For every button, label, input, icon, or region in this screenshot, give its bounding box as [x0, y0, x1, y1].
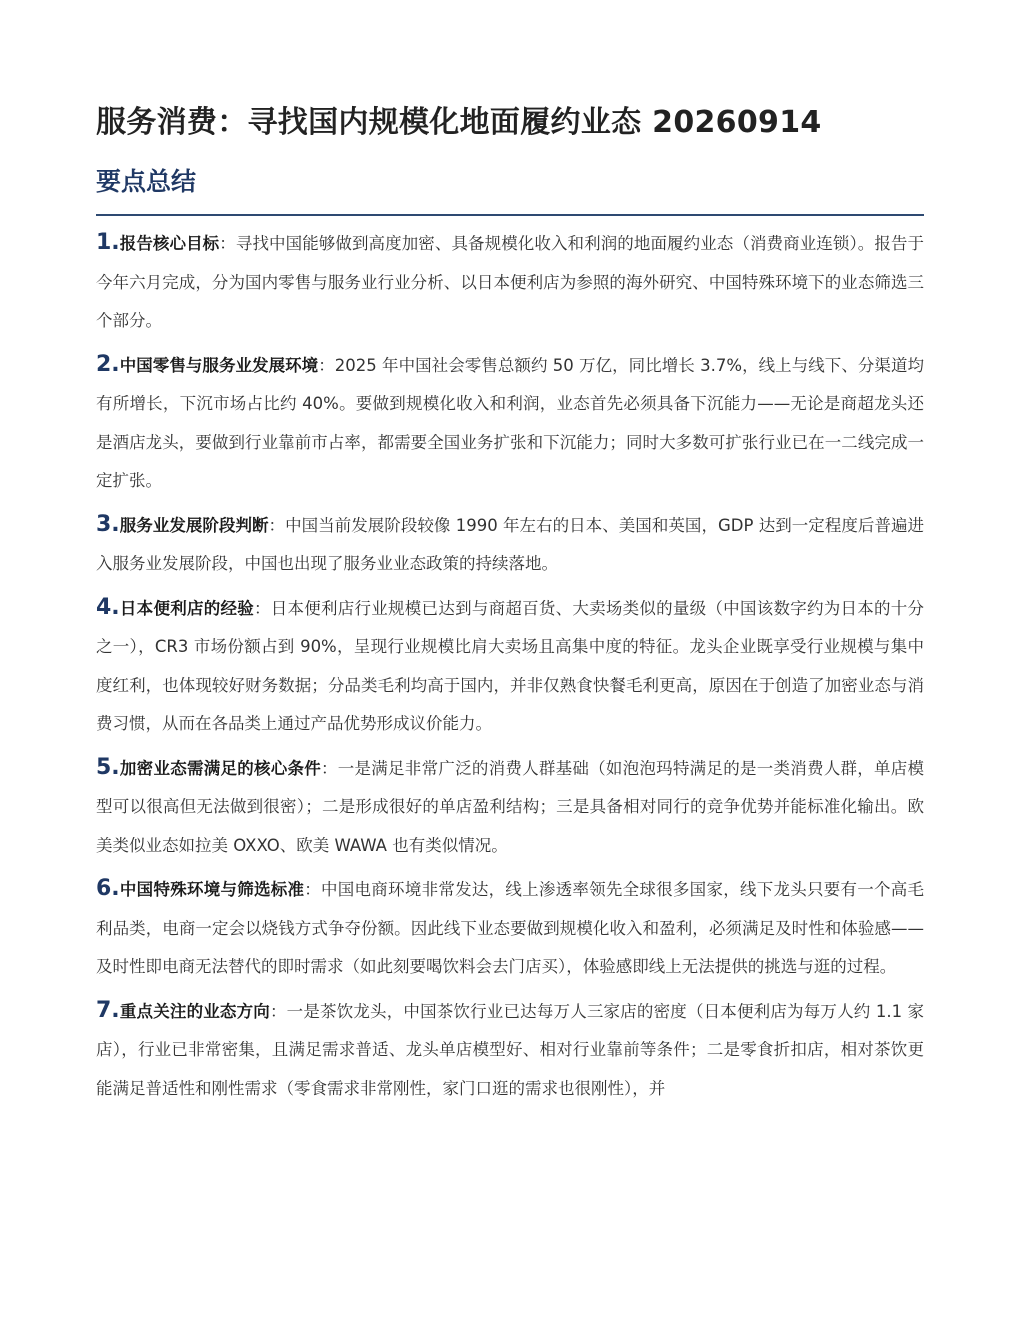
- key-point-text: 寻找中国能够做到高度加密、具备规模化收入和利润的地面履约业态（消费商业连锁）。报告于今年六月完成，分为国内零售与服务业行业分析、以日本便利店为参照的海外研究、中国特殊环境下的业态筛选三个部分。: [96, 234, 925, 330]
- document-title: 服务消费：寻找国内规模化地面履约业态 20260914: [96, 105, 822, 140]
- key-point-label: 服务业发展阶段判断: [119, 515, 269, 535]
- key-point-2: 2.中国零售与服务业发展环境：2025 年中国社会零售总额约 50 万亿，同比增长 3.7%，线上与线下、分渠道均有所增长，下沉市场占比约 40%。要做到规模化收入和利润，业态首先必须具备下沉能力——无论是商超龙头还是酒店龙头，要做到行业靠前市占率，都需要全国业务扩张和下沉能力；同时大多数可扩张行业已在一二线完成一定扩张。: [96, 351, 925, 490]
- key-points-list: [96, 224, 924, 1108]
- key-point-label: 中国特殊环境与筛选标准: [119, 880, 305, 899]
- section-title: 要点总结: [96, 167, 197, 196]
- key-point-number: 4.: [96, 594, 120, 620]
- key-point-number: 6.: [96, 876, 120, 901]
- key-point-label: 中国零售与服务业发展环境: [119, 355, 319, 375]
- key-point-text: 一是满足非常广泛的消费人群基础（如泡泡玛特满足的是一类消费人群，单店模型可以很高但无法做到很密）；二是形成很好的单店盈利结构；三是具备相对同行的竞争优势并能标准化输出。欧美类似业态如拉美 OXXO、欧美 WAWA 也有类似情况。: [96, 758, 925, 855]
- key-point-4: 4.日本便利店的经验：日本便利店行业规模已达到与商超百货、大卖场类似的量级（中国该数字约为日本的十分之一），CR3 市场份额占到 90%，呈现行业规模比肩大卖场且高集中度的特征。龙头企业既享受行业规模与集中度红利，也体现较好财务数据；分品类毛利均高于国内，并非仅熟食快餐毛利更高，原因在于创造了加密业态与消费习惯，从而在各品类上通过产品优势形成议价能力。: [96, 594, 925, 733]
- key-point-number: 5.: [96, 754, 120, 780]
- key-point-number: 3.: [96, 511, 120, 537]
- key-point-number: 1.: [96, 230, 120, 255]
- key-point-number: 2.: [96, 351, 120, 377]
- key-point-number: 7.: [96, 997, 120, 1023]
- key-point-5: 5.加密业态需满足的核心条件：一是满足非常广泛的消费人群基础（如泡泡玛特满足的是一类消费人群，单店模型可以很高但无法做到很密）；二是形成很好的单店盈利结构；三是具备相对同行的竞争优势并能标准化输出。欧美类似业态如拉美 OXXO、欧美 WAWA 也有类似情况。: [96, 754, 925, 855]
- key-point-label: 加密业态需满足的核心条件: [119, 758, 322, 778]
- section-divider: [96, 214, 924, 216]
- key-point-6: 6.中国特殊环境与筛选标准：中国电商环境非常发达，线上渗透率领先全球很多国家，线下龙头只要有一个高毛利品类，电商一定会以烧钱方式争夺份额。因此线下业态要做到规模化收入和盈利，必须满足及时性和体验感——及时性即电商无法替代的即时需求（如此刻要喝饮料会去门店买），体验感即线上无法提供的挑选与逛的过程。: [96, 876, 925, 976]
- key-point-1: 1.报告核心目标：寻找中国能够做到高度加密、具备规模化收入和利润的地面履约业态（消费商业连锁）。报告于今年六月完成，分为国内零售与服务业行业分析、以日本便利店为参照的海外研究、中国特殊环境下的业态筛选三个部分。: [96, 230, 925, 330]
- key-point-label: 日本便利店的经验: [119, 598, 254, 618]
- key-point-3: 3.服务业发展阶段判断：中国当前发展阶段较像 1990 年左右的日本、美国和英国，GDP 达到一定程度后普遍进入服务业发展阶段，中国也出现了服务业业态政策的持续落地。: [96, 511, 925, 573]
- key-point-text: 2025 年中国社会零售总额约 50 万亿，同比增长 3.7%，线上与线下、分渠道均有所增长，下沉市场占比约 40%。要做到规模化收入和利润，业态首先必须具备下沉能力——无论是商超龙头还是酒店龙头，要做到行业靠前市占率，都需要全国业务扩张和下沉能力；同时大多数可扩张行业已在一二线完成一定扩张。: [96, 355, 925, 490]
- document-page: [96, 100, 924, 1113]
- key-point-label: 重点关注的业态方向: [119, 1001, 270, 1021]
- key-point-7: 7.重点关注的业态方向：一是茶饮龙头，中国茶饮行业已达每万人三家店的密度（日本便利店为每万人约 1.1 家店），行业已非常密集，且满足需求普适、龙头单店模型好、相对行业靠前等条件；二是零食折扣店，相对茶饮更能满足普适性和刚性需求（零食需求非常刚性，家门口逛的需求也很刚性），并: [96, 997, 925, 1098]
- key-point-text: 日本便利店行业规模已达到与商超百货、大卖场类似的量级（中国该数字约为日本的十分之一），CR3 市场份额占到 90%，呈现行业规模比肩大卖场且高集中度的特征。龙头企业既享受行业规模与集中度红利，也体现较好财务数据；分品类毛利均高于国内，并非仅熟食快餐毛利更高，原因在于创造了加密业态与消费习惯，从而在各品类上通过产品优势形成议价能力。: [96, 598, 925, 733]
- key-point-label: 报告核心目标: [119, 234, 220, 253]
- key-point-text: 一是茶饮龙头，中国茶饮行业已达每万人三家店的密度（日本便利店为每万人约 1.1 家店），行业已非常密集，且满足需求普适、龙头单店模型好、相对行业靠前等条件；二是零食折扣店，相对茶饮更能满足普适性和刚性需求（零食需求非常刚性，家门口逛的需求也很刚性），并: [96, 1001, 925, 1098]
- key-point-text: 中国当前发展阶段较像 1990 年左右的日本、美国和英国，GDP 达到一定程度后普遍进入服务业发展阶段，中国也出现了服务业业态政策的持续落地。: [96, 515, 925, 573]
- key-point-text: 中国电商环境非常发达，线上渗透率领先全球很多国家，线下龙头只要有一个高毛利品类，电商一定会以烧钱方式争夺份额。因此线下业态要做到规模化收入和盈利，必须满足及时性和体验感——及时性即电商无法替代的即时需求（如此刻要喝饮料会去门店买），体验感即线上无法提供的挑选与逛的过程。: [96, 880, 925, 976]
